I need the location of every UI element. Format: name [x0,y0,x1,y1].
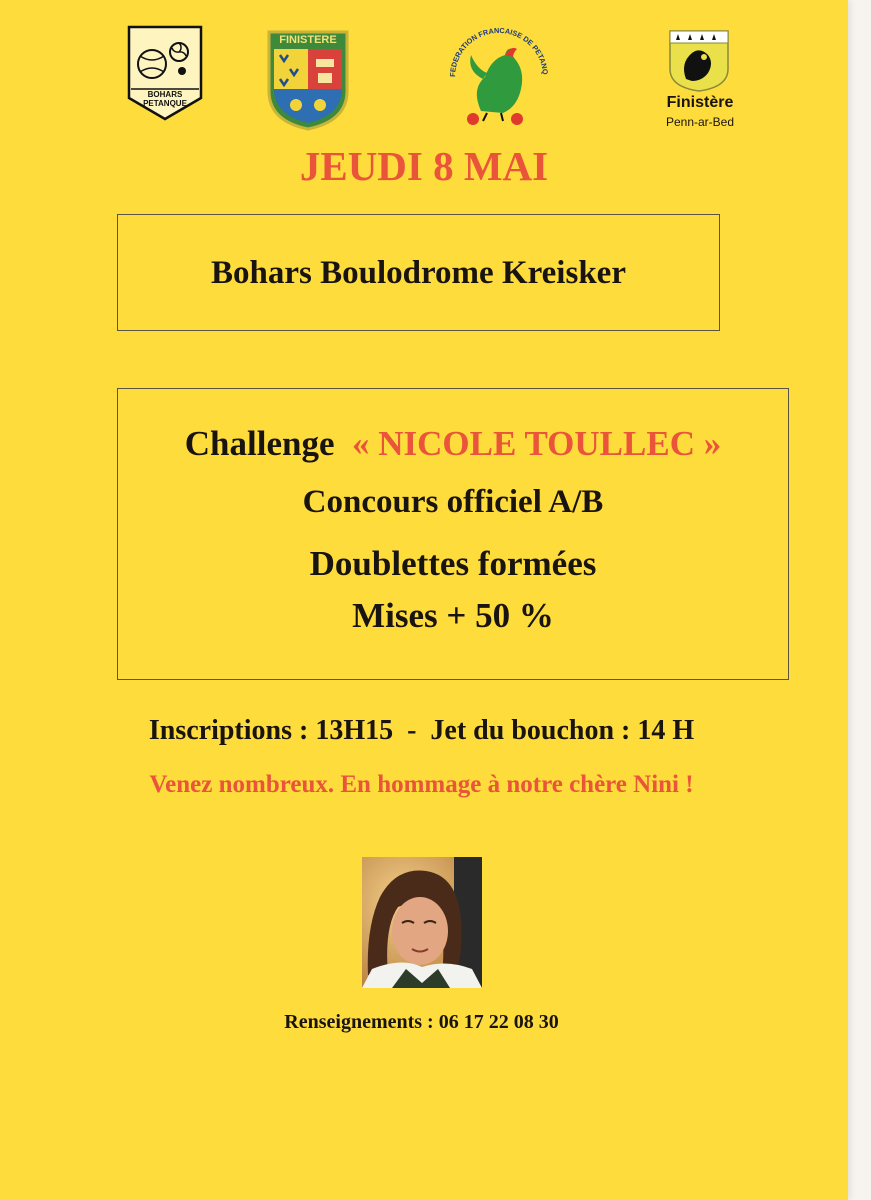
finistere-department-tagline: Penn-ar-Bed [665,115,735,129]
federation-petanque-logo [441,19,557,129]
venue-name: Bohars Boulodrome Kreisker [211,255,626,291]
portrait-photo [362,857,482,988]
tribute-line: Venez nombreux. En hommage à notre chère Nini ! [149,771,694,798]
date-heading: JEUDI 8 MAI [299,143,549,189]
bohars-logo-label: BOHARS PETANQUE [143,90,187,108]
challenge-stakes: Mises + 50 % [352,596,554,635]
challenge-team-format: Doublettes formées [309,544,597,583]
bohars-petanque-logo [125,24,205,122]
federation-logo-text: FEDERATION FRANCAISE DE PETANQ [447,25,550,78]
finistere-shield-logo [266,29,350,131]
contact-line: Renseignements : 06 17 22 08 30 [284,1011,559,1033]
challenge-title [117,424,789,464]
finistere-department-logo [658,27,742,133]
challenge-prefix: Challenge [184,424,335,463]
challenge-name: « NICOLE TOULLEC » [352,424,722,463]
challenge-competition-type: Concours officiel A/B [302,484,604,520]
finistere-department-name: Finistère [666,94,734,111]
schedule-line: Inscriptions : 13H15 - Jet du bouchon : 14 H [148,715,695,746]
finistere-shield-label: FINISTERE [279,34,337,46]
